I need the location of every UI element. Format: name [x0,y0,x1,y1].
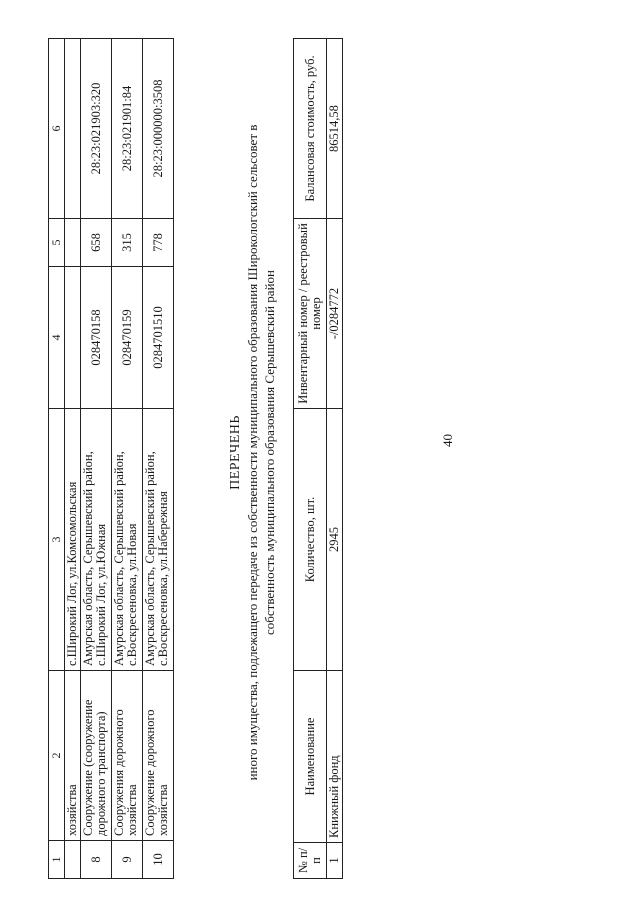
inventory-cell: -/0284772 [327,219,343,409]
name-cell: хозяйства [65,671,81,841]
name-cell: Сооружение дорожного хозяйства [143,671,174,841]
length-cell: 315 [112,219,143,267]
name-cell: Сооружение (сооружение дорожного транспорта) [81,671,112,841]
cadastral-cell: 28:23:000000:3508 [143,39,174,219]
header-inventory: Инвентарный номер / реестровый номер [294,219,327,409]
inventory-cell: 028470159 [112,267,143,409]
header-cell: 3 [49,409,65,671]
list-subtitle-line-2: собственность муниципального образования Серышевский район [262,270,277,635]
header-cell: 4 [49,267,65,409]
num-cell: 8 [81,841,112,879]
table-row [327,39,343,879]
table-row [65,39,81,879]
num-cell: 9 [112,841,143,879]
header-cost: Балансовая стоимость, руб. [294,39,327,219]
list-subtitle-line-1: иного имущества, подлежащего передаче из собственности муниципального образования Широкологский сельсовет в [245,124,260,781]
address-cell: Амурская область, Серышевский район, с.Широкий Лог, ул.Южная [81,409,112,671]
table-header-row [294,39,327,879]
table-row [81,39,112,879]
property-table-continued [48,38,174,879]
length-cell: 658 [81,219,112,267]
address-cell: с.Широкий Лог, ул.Комсомольская [65,409,81,671]
header-cell: 1 [49,841,65,879]
page-number: 40 [440,434,455,447]
header-cell: 5 [49,219,65,267]
list-heading: ПЕРЕЧЕНЬ [228,415,243,490]
inventory-cell: 028470158 [81,267,112,409]
header-cell: 2 [49,671,65,841]
inventory-cell: 0284701510 [143,267,174,409]
num-cell: 1 [327,843,343,879]
num-cell: 10 [143,841,174,879]
header-num: № п/п [294,843,327,879]
header-cell: 6 [49,39,65,219]
table-row [112,39,143,879]
address-cell: Амурская область, Серышевский район, с.Воскресеновка, ул.Набережная [143,409,174,671]
qty-cell: 2945 [327,409,343,671]
name-cell: Сооружения дорожного хозяйства [112,671,143,841]
length-cell: 778 [143,219,174,267]
cadastral-cell: 28:23:021901:84 [112,39,143,219]
header-qty: Количество, шт. [294,409,327,671]
cost-cell: 86514,58 [327,39,343,219]
cadastral-cell: 28:23:021903:320 [81,39,112,219]
table-header-row [49,39,65,879]
table-row [143,39,174,879]
name-cell: Книжный фонд [327,671,343,843]
address-cell: Амурская область, Серышевский район, с.Воскресеновка, ул.Новая [112,409,143,671]
property-transfer-table [293,38,343,879]
header-name: Наименование [294,671,327,843]
